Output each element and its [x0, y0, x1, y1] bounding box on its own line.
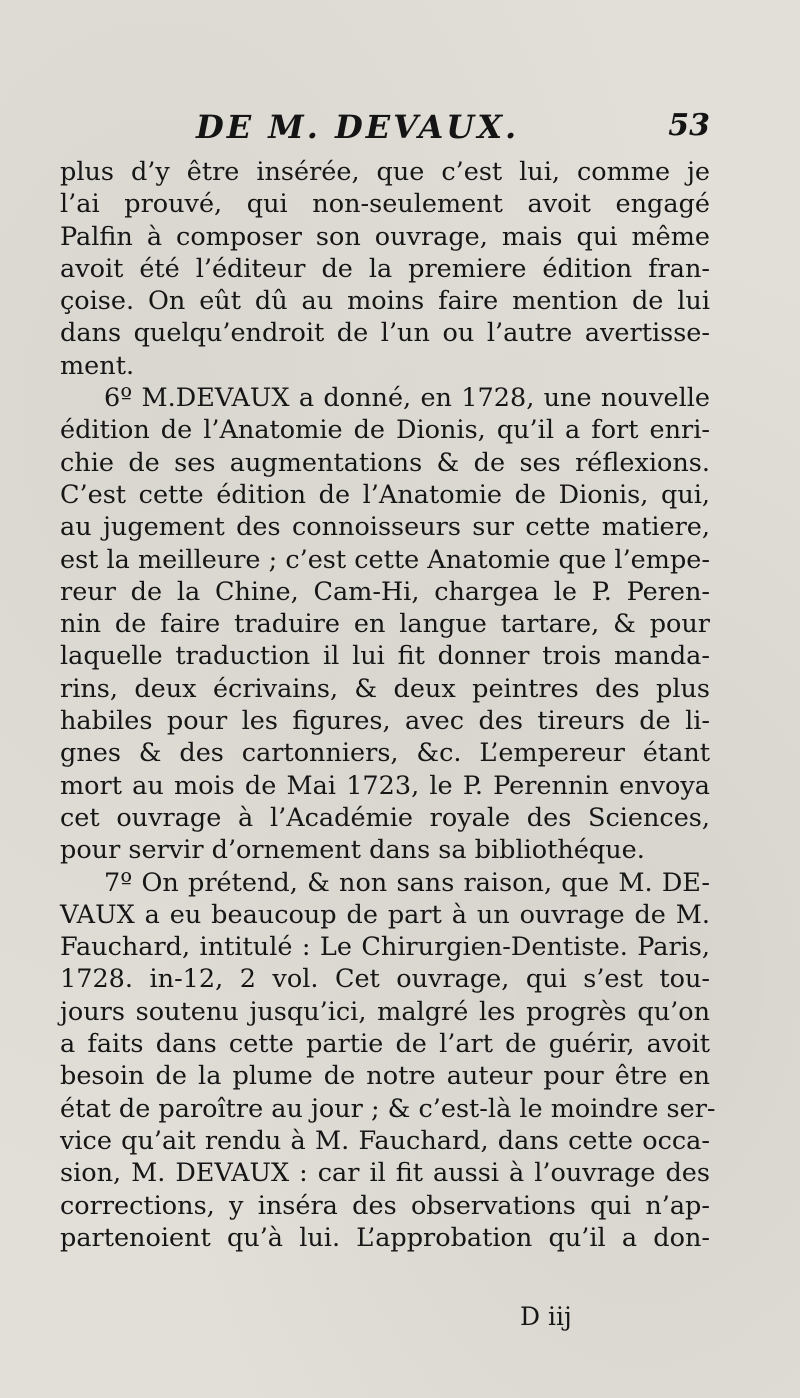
text-line: édition de l’Anatomie de Dionis, qu’il a fort enri- [60, 415, 710, 446]
text-line: Fauchard, intitulé : Le Chirurgien-Dentiste. Paris, [60, 932, 710, 963]
text-line: partenoient qu’à lui. L’approbation qu’il a don- [60, 1222, 710, 1253]
text-line: Palfin à composer son ouvrage, mais qui même [60, 221, 710, 252]
text-line: corrections, y inséra des observations qui n’ap- [60, 1190, 710, 1221]
text-line: au jugement des connoisseurs sur cette matiere, [60, 512, 710, 543]
page-number: 53 [668, 108, 710, 143]
text-line: nin de faire traduire en langue tartare, & pour [60, 609, 710, 640]
text-line: chie de ses augmentations & de ses réflexions. [60, 447, 710, 478]
text-line: ment. [60, 350, 135, 381]
text-line: a faits dans cette partie de l’art de guérir, avoit [60, 1029, 710, 1060]
page-header [60, 104, 710, 154]
text-line: besoin de la plume de notre auteur pour être en [60, 1061, 710, 1092]
signature-mark: D iij [520, 1302, 572, 1331]
text-line: 1728. in-12, 2 vol. Cet ouvrage, qui s’est tou- [60, 964, 710, 995]
text-line: vice qu’ait rendu à M. Fauchard, dans cette occa- [60, 1125, 710, 1156]
text-line: 6º M.DEVAUX a donné, en 1728, une nouvelle [104, 383, 710, 414]
text-line: est la meilleure ; c’est cette Anatomie que l’empe- [60, 544, 710, 575]
text-line: cet ouvrage à l’Académie royale des Sciences, [60, 802, 710, 833]
text-line: dans quelqu’endroit de l’un ou l’autre avertisse- [60, 318, 710, 349]
text-line: habiles pour les figures, avec des tireurs de li- [60, 706, 710, 737]
text-line: çoise. On eût dû au moins faire mention de lui [60, 286, 710, 317]
text-line: plus d’y être insérée, que c’est lui, comme je [60, 157, 710, 187]
body-text [60, 156, 716, 1254]
text-line: état de paroître au jour ; & c’est-là le moindre ser- [60, 1093, 716, 1124]
text-line: l’ai prouvé, qui non-seulement avoit engagé [60, 189, 710, 220]
text-line: laquelle traduction il lui fit donner trois manda- [60, 641, 710, 672]
text-line: sion, M. DEVAUX : car il fit aussi à l’ouvrage des [60, 1158, 710, 1189]
text-line: gnes & des cartonniers, &c. L’empereur étant [60, 738, 710, 769]
text-line: avoit été l’éditeur de la premiere édition fran- [60, 253, 710, 284]
text-line: reur de la Chine, Cam-Hi, chargea le P. Peren- [60, 576, 710, 607]
text-line: pour servir d’ornement dans sa bibliothéque. [60, 835, 645, 866]
text-line: VAUX a eu beaucoup de part à un ouvrage de M. [60, 899, 710, 930]
text-line: C’est cette édition de l’Anatomie de Dionis, qui, [60, 479, 710, 510]
text-line: 7º On prétend, & non sans raison, que M. DE- [104, 867, 710, 898]
running-head: DE M. DEVAUX. [196, 108, 520, 146]
text-line: jours soutenu jusqu’ici, malgré les progrès qu’on [60, 996, 710, 1027]
text-line: mort au mois de Mai 1723, le P. Perennin envoya [60, 770, 710, 801]
text-line: rins, deux écrivains, & deux peintres des plus [60, 673, 710, 704]
